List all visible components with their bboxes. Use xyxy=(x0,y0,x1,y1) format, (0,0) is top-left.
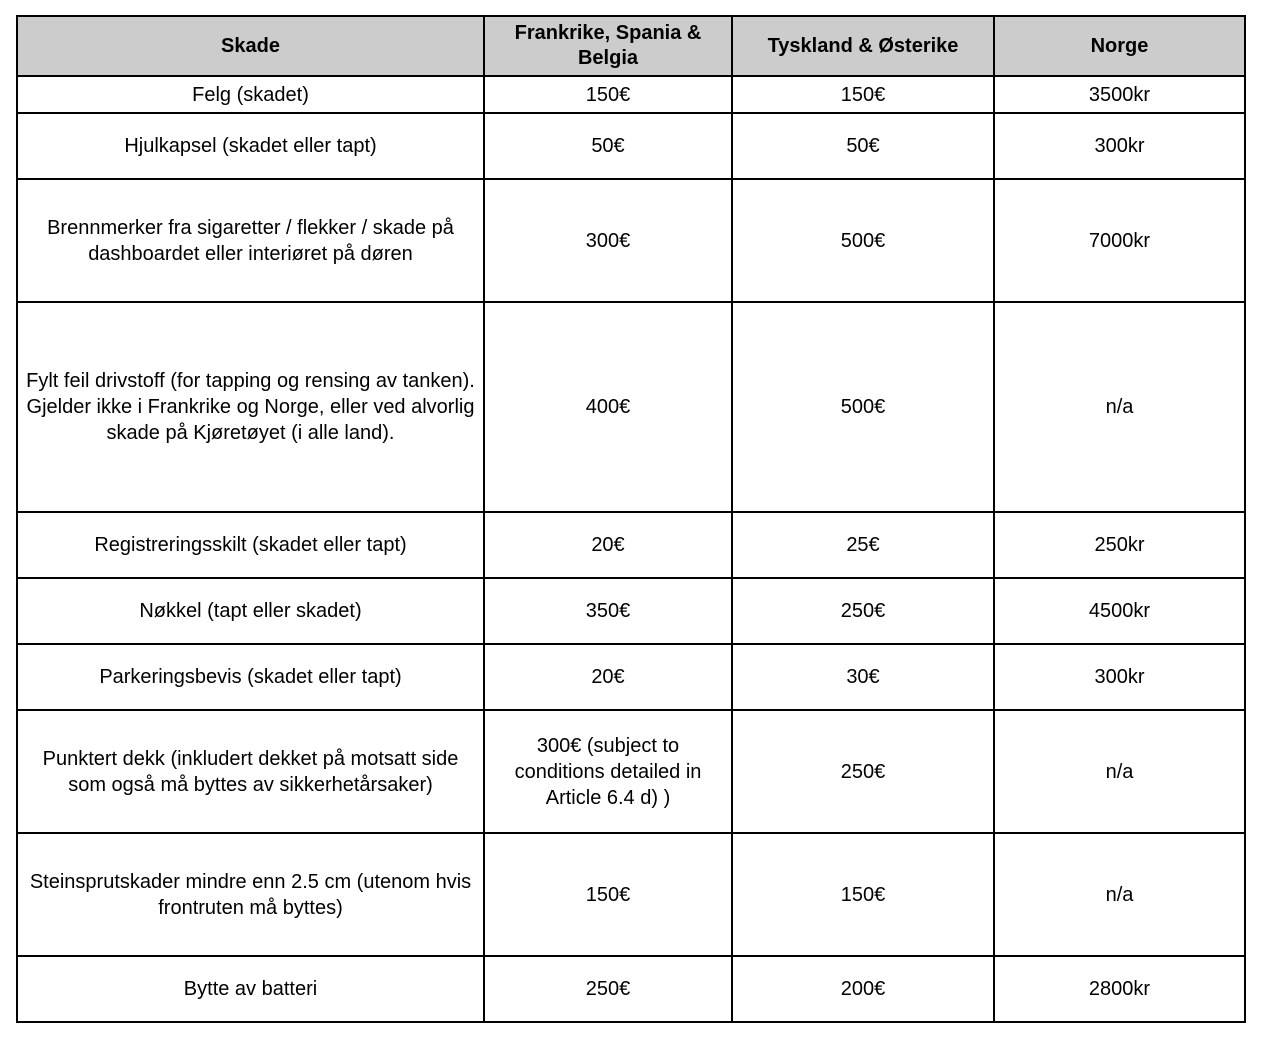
table-row xyxy=(17,833,1245,956)
damage-cell: Parkeringsbevis (skadet eller tapt) xyxy=(17,644,484,710)
price-cell-de-at: 30€ xyxy=(732,644,994,710)
damage-price-table xyxy=(16,15,1246,1023)
damage-cell: Steinsprutskader mindre enn 2.5 cm (utenom hvis frontruten må byttes) xyxy=(17,833,484,956)
price-cell-no: n/a xyxy=(994,710,1245,833)
table-row xyxy=(17,76,1245,113)
price-cell-fr-es-be: 50€ xyxy=(484,113,732,179)
table-row xyxy=(17,113,1245,179)
price-cell-no: n/a xyxy=(994,302,1245,512)
damage-cell: Fylt feil drivstoff (for tapping og rensing av tanken). Gjelder ikke i Frankrike og Norge, eller ved alvorlig skade på Kjøretøyet (i alle land). xyxy=(17,302,484,512)
price-cell-fr-es-be: 150€ xyxy=(484,76,732,113)
price-cell-fr-es-be: 400€ xyxy=(484,302,732,512)
price-cell-de-at: 500€ xyxy=(732,179,994,302)
header-tyskland-osterike: Tyskland & Østerike xyxy=(732,16,994,76)
table-row xyxy=(17,302,1245,512)
price-cell-fr-es-be: 300€ xyxy=(484,179,732,302)
damage-cell: Bytte av batteri xyxy=(17,956,484,1022)
price-cell-de-at: 25€ xyxy=(732,512,994,578)
price-cell-fr-es-be: 300€ (subject to conditions detailed in Article 6.4 d) ) xyxy=(484,710,732,833)
table-row xyxy=(17,956,1245,1022)
price-cell-de-at: 50€ xyxy=(732,113,994,179)
price-cell-no: 300kr xyxy=(994,113,1245,179)
price-cell-no: 3500kr xyxy=(994,76,1245,113)
price-cell-no: 2800kr xyxy=(994,956,1245,1022)
header-row xyxy=(17,16,1245,76)
table-row xyxy=(17,710,1245,833)
price-cell-de-at: 150€ xyxy=(732,76,994,113)
price-cell-no: 4500kr xyxy=(994,578,1245,644)
damage-cell: Felg (skadet) xyxy=(17,76,484,113)
price-cell-fr-es-be: 250€ xyxy=(484,956,732,1022)
price-cell-de-at: 150€ xyxy=(732,833,994,956)
price-cell-de-at: 500€ xyxy=(732,302,994,512)
header-skade: Skade xyxy=(17,16,484,76)
header-frankrike-spania-belgia: Frankrike, Spania & Belgia xyxy=(484,16,732,76)
damage-cell: Brennmerker fra sigaretter / flekker / skade på dashboardet eller interiøret på døren xyxy=(17,179,484,302)
damage-cell: Registreringsskilt (skadet eller tapt) xyxy=(17,512,484,578)
price-cell-fr-es-be: 150€ xyxy=(484,833,732,956)
damage-cell: Hjulkapsel (skadet eller tapt) xyxy=(17,113,484,179)
price-cell-no: 250kr xyxy=(994,512,1245,578)
table-row xyxy=(17,644,1245,710)
price-cell-fr-es-be: 20€ xyxy=(484,512,732,578)
price-cell-no: 300kr xyxy=(994,644,1245,710)
table-row xyxy=(17,179,1245,302)
price-cell-no: n/a xyxy=(994,833,1245,956)
price-cell-fr-es-be: 20€ xyxy=(484,644,732,710)
price-cell-fr-es-be: 350€ xyxy=(484,578,732,644)
header-norge: Norge xyxy=(994,16,1245,76)
table-row xyxy=(17,578,1245,644)
price-cell-de-at: 250€ xyxy=(732,710,994,833)
damage-cell: Punktert dekk (inkludert dekket på motsatt side som også må byttes av sikkerhetårsaker) xyxy=(17,710,484,833)
price-cell-de-at: 200€ xyxy=(732,956,994,1022)
damage-cell: Nøkkel (tapt eller skadet) xyxy=(17,578,484,644)
table-row xyxy=(17,512,1245,578)
price-cell-de-at: 250€ xyxy=(732,578,994,644)
price-cell-no: 7000kr xyxy=(994,179,1245,302)
